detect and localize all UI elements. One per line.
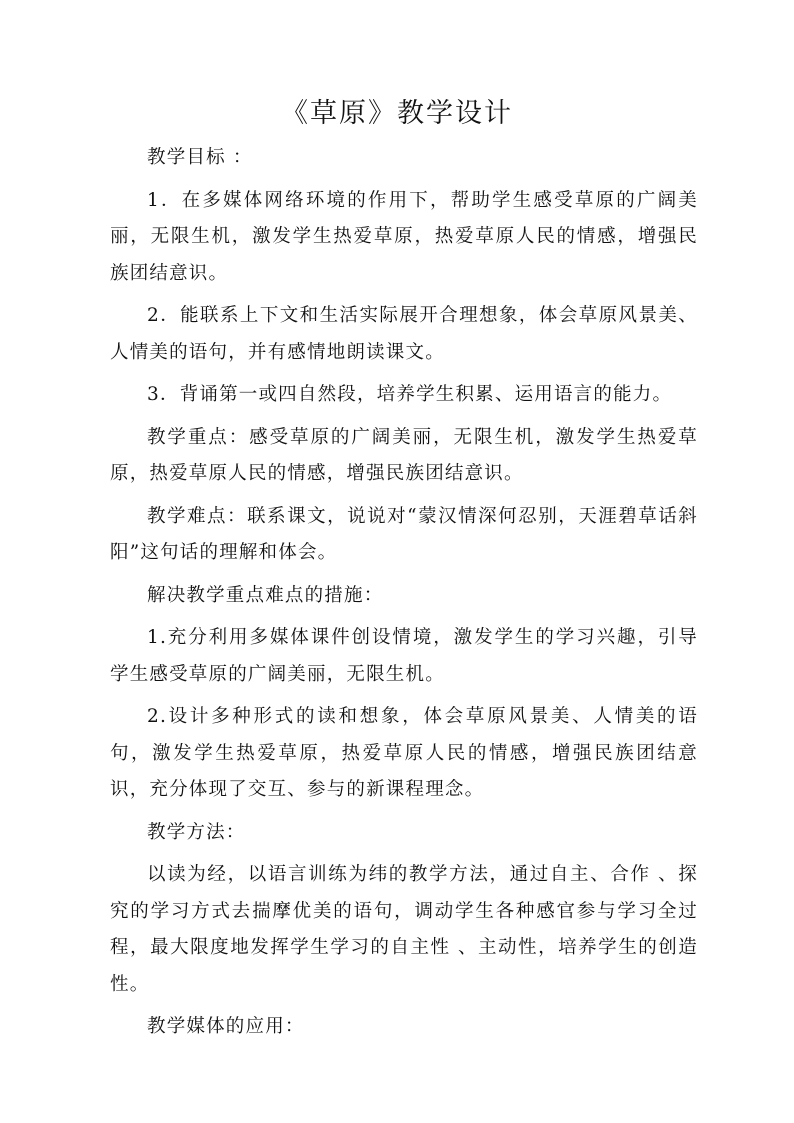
key-points-label: 教学重点： [147,426,250,448]
goals-heading: 教学目标 ： [147,147,253,168]
goal-2: 2．能联系上下文和生活实际展开合理想象，体会草原风景美、人情美的语句，并有感情地朗读课文。 [110,305,698,363]
goal-1: 1．在多媒体网络环境的作用下，帮助学生感受草原的广阔美丽，无限生机，激发学生热爱草原，热爱草原人民的情感，增强民族团结意识。 [110,189,698,284]
method-text: 以读为经，以语言训练为纬的教学方法，通过自主、合作 、探究的学习方式去揣摩优美的语句，调动学生各种感官参与学习全过程，最大限度地发挥学生学习的自主性 、主动性，培养学生的创造性。 [110,864,698,995]
measure-2: 2.设计多种形式的读和想象，体会草原风景美、人情美的语句，激发学生热爱草原，热爱草原人民的情感，增强民族团结意识，充分体现了交互、参与的新课程理念。 [110,706,698,800]
media-heading: 教学媒体的应用： [147,1016,305,1037]
goal-3: 3．背诵第一或四自然段，培养学生积累、运用语言的能力。 [147,384,673,405]
difficulties-label: 教学难点： [147,505,248,527]
method-heading: 教学方法： [147,821,246,843]
key-points-text: 感受草原的广阔美丽，无限生机，激发学生热爱草原，热爱草原人民的情感，增强民族团结意识。 [110,426,698,484]
measures-heading: 解决教学重点难点的措施： [147,584,384,606]
document-title: 《草原》教学设计 [281,98,513,129]
document-body [110,140,698,1046]
measure-1: 1.充分利用多媒体课件创设情境，激发学生的学习兴趣，引导学生感受草原的广阔美丽，无限生机。 [110,627,698,685]
difficulties-paragraph [110,499,698,572]
key-points-paragraph [110,420,698,493]
difficulties-text: 联系课文，说说对“蒙汉情深何忍别，天涯碧草话斜阳”这句话的理解和体会。 [110,505,698,563]
